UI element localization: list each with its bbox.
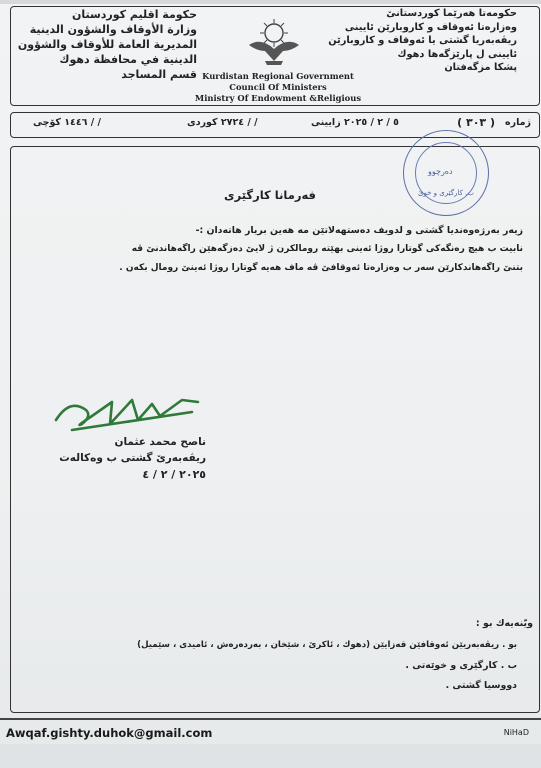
body-line: نابيت ب هيچ رەنگەكى گوتارا روژا ئەينى بهێتە رومالكرن ژ لايێ دەزگەهێن راگەهاندنێ ڤە [131, 244, 523, 254]
kurdish-line: ئايينى ل پارێزگەها دهوك [397, 48, 517, 60]
page-edge [0, 0, 541, 4]
signature-date: ٢٠٢٥ / ٢ / ٤ [142, 468, 206, 481]
stamp-top-text: دەرچوو [428, 167, 453, 176]
reference-number-label: ژمارە [505, 117, 531, 128]
reference-number: ( ٣٠٣ ) [457, 116, 495, 129]
arabic-line: المديرية العامة للأوقاف والشؤون [17, 38, 197, 51]
english-line: Council Of Ministers [229, 82, 327, 92]
arabic-line: الدينية في محافظة دهوك [59, 53, 197, 66]
krg-emblem-icon [243, 15, 305, 67]
english-letterhead [193, 71, 363, 104]
body-line: بتنێ راگەهاندكارێن سەر ب وەزارەتا ئەوقافێ ڤە ماف هەيە گوتارا روژا ئەينێ رومال بكەن . [119, 263, 523, 273]
arabic-letterhead [17, 7, 197, 82]
official-stamp [403, 130, 489, 216]
kurdish-letterhead [327, 7, 517, 75]
signatory-name: ناصح محمد عثمان [114, 436, 206, 448]
footer-email: Awqaf.gishty.duhok@gmail.com [6, 726, 213, 740]
signatory-block [36, 434, 206, 484]
cc-item: بو . ريڤەبەريێن ئەوقافێن قەزايێن (دهوك ، ئاكرێ ، شێخان ، بەردەرەش ، ئاميدى ، سێميل) [137, 640, 517, 650]
english-line: Kurdistan Regional Government [202, 71, 354, 81]
arabic-line: حكومة اقليم كوردستان [71, 8, 197, 21]
arabic-line: قسم المساجد [121, 68, 197, 81]
kurdish-line: ريڤەبەريا گشتى يا ئەوقاف و كاروبارێن [328, 35, 517, 46]
page-bottom-margin [0, 744, 541, 768]
cc-label: ويّنەيەك بو : [475, 618, 533, 629]
stamp-bottom-text: ب. كارگێرى و خوێ [418, 189, 474, 197]
handwritten-signature [52, 390, 202, 434]
body-line: زيەر بەرژەوەنديا گشتى و لدويف دەستهەلاتێن مە هەين بريار هاتەدان :- [195, 225, 523, 236]
kurdish-line: پشكا مزگەفتان [444, 62, 517, 73]
date-kurdish: / / ٢٧٢٤ كوردى [187, 117, 258, 128]
cc-item: دووسيا گشتى . [445, 680, 517, 691]
kurdish-line: وەزارەتا ئەوقاف و كاروبارێن ئايينى [344, 21, 517, 33]
document-title: فەرمانا كارگێرى [224, 188, 316, 202]
english-line: Ministry Of Endowment &Religious [194, 93, 362, 103]
footer-divider [0, 718, 541, 720]
cc-item: ب . كارگێرى و خوێەتى . [405, 660, 517, 671]
date-gregorian: ٥ / ٢ / ٢٠٢٥ زايينى [311, 117, 399, 128]
date-hijri: / / ١٤٤٦ كۆچى [33, 117, 102, 128]
signatory-title: ريڤەبەرێ گشتى ب وەكالەت [59, 452, 206, 464]
footer-initials: NiHaD [503, 728, 529, 737]
letterhead [10, 6, 540, 106]
kurdish-line: حكومەتا هەرێما كوردستانێ [386, 8, 517, 19]
arabic-line: وزارة الأوقاف والشؤون الدينية [29, 23, 197, 36]
